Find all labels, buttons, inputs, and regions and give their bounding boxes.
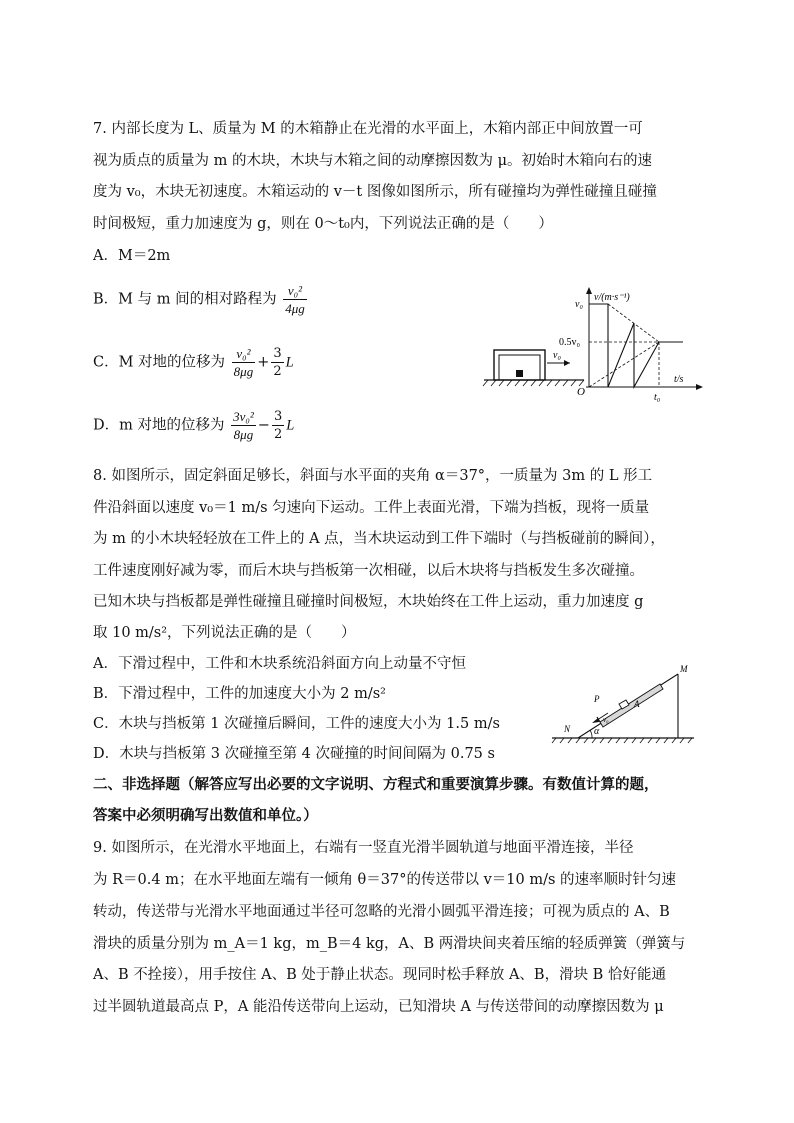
section-2-heading-line-2: 答案中必须明确写出数值和单位。） <box>93 807 318 824</box>
point-p-label: P <box>594 694 600 704</box>
velocity-label: v₀ <box>603 716 609 724</box>
t-axis-label: t/s <box>674 374 684 385</box>
plus-sign: + <box>257 354 270 371</box>
q9-line-3: 转动，传送带与光滑水平地面通过半径可忽略的光滑小圆弧平滑连接；可视为质点的 A、B <box>93 904 670 920</box>
fraction-numerator: v₀² <box>283 282 307 300</box>
ground-hatching <box>552 738 692 743</box>
q8-line-3: 为 m 的小木块轻轻放在工件上的 A 点，当木块运动到工件下端时（与挡板碰前的瞬间）， <box>93 531 665 547</box>
fraction-denominator: 8μg <box>233 364 254 379</box>
fraction-denominator: 4μg <box>285 301 305 316</box>
q7-option-d-fraction-2 <box>272 408 284 443</box>
q9-line-5: A、B 不拴接），用手按住 A、B 处于静止状态。现同时松手释放 A、B，滑块 B 恰好能通 <box>93 967 666 983</box>
q7-line-2: 视为质点的质量为 m 的木块，木块与木箱之间的动摩擦因数为 μ。初始时木箱向右的速 <box>93 153 652 169</box>
q8-option-b: B．下滑过程中，工件的加速度大小为 2 m/s² <box>93 686 386 702</box>
t0-tick-label: t₀ <box>654 392 661 403</box>
q8-line-6: 取 10 m/s²，下列说法正确的是（ ） <box>93 625 356 641</box>
ground-hatching <box>483 380 584 386</box>
box-velocity-line <box>589 304 683 387</box>
q7-line-1: 7. 内部长度为 L、质量为 M 的木箱静止在光滑的水平面上，木箱内部正中间放置一可 <box>93 121 643 137</box>
q9-line-1: 9. 如图所示，在光滑水平地面上，右端有一竖直光滑半圆轨道与地面平滑连接，半径 <box>93 840 634 856</box>
point-n-label: N <box>564 724 571 734</box>
fraction-numerator: 3v₀² <box>233 409 254 424</box>
q7-line-4: 时间极短，重力加速度为 g，则在 0～t₀内，下列说法正确的是（ ） <box>93 216 553 232</box>
angle-arc <box>590 730 592 738</box>
fraction-numerator: 3 <box>273 409 283 424</box>
variable-L: L <box>285 354 294 371</box>
q7-option-b-fraction <box>283 282 307 317</box>
q7-option-b <box>93 282 309 317</box>
q8-line-5: 已知木块与挡板都是弹性碰撞且碰撞时间极短，木块始终在工件上运动，重力加速度 g <box>93 594 644 610</box>
v-axis-arrowhead <box>586 287 592 294</box>
q7-option-b-text: B．M 与 m 间的相对路程为 <box>93 291 277 308</box>
q8-line-2: 件沿斜面以速度 v₀＝1 m/s 匀速向下运动。工件上表面光滑，下端为挡板，现将一质量 <box>93 500 650 516</box>
fraction-numerator: 3 <box>273 346 282 361</box>
fraction-denominator: 8μg <box>233 427 254 442</box>
fraction-numerator: v₀² <box>232 345 256 363</box>
q8-line-1: 8. 如图所示，固定斜面足够长，斜面与水平面的夹角 α＝37°，一质量为 3m 的 L 形工 <box>93 468 653 484</box>
q8-line-4: 工件速度刚好减为零，而后木块与挡板第一次相碰，以后木块将与挡板发生多次碰撞。 <box>93 563 644 579</box>
q9-line-6: 过半圆轨道最高点 P，A 能沿传送带向上运动，已知滑块 A 与传送带间的动摩擦因数为 μ <box>93 999 664 1015</box>
q7-figure <box>478 283 708 408</box>
t-axis-arrowhead <box>696 384 703 390</box>
fraction-denominator: 2 <box>273 427 283 442</box>
angle-label: α <box>594 726 600 737</box>
origin-label: O <box>577 386 585 398</box>
l-shaped-workpiece <box>600 684 663 727</box>
q7-option-c-fraction-2 <box>271 345 283 380</box>
fraction-denominator: 2 <box>273 364 282 379</box>
q7-option-a: A．M＝2m <box>93 248 171 264</box>
small-block <box>516 370 523 377</box>
q8-option-a: A．下滑过程中，工件和木块系统沿斜面方向上动量不守恒 <box>93 656 466 672</box>
q9-line-2: 为 R＝0.4 m；在水平地面左端有一倾角 θ＝37°的传送带以 v＝10 m/s 的速率顺时针匀速 <box>93 872 677 888</box>
minus-sign: − <box>257 417 270 434</box>
half-v0-tick-label: 0.5v₀ <box>559 337 580 348</box>
q7-option-d-fraction-1 <box>231 408 256 443</box>
q7-option-c <box>93 345 294 380</box>
q9-line-4: 滑块的质量分别为 m_A＝1 kg，m_B＝4 kg，A、B 两滑块间夹着压缩的轻质弹簧（弹簧与 <box>93 936 686 952</box>
v0-tick-label: v₀ <box>575 299 583 310</box>
q8-option-d: D．木块与挡板第 3 次碰撞至第 4 次碰撞的时间间隔为 0.75 s <box>93 746 495 762</box>
v-axis-label: v/(m·s⁻¹) <box>594 292 630 303</box>
q7-option-d-text: D．m 对地的位移为 <box>93 417 225 434</box>
section-2-heading-line-1: 二、非选择题（解答应写出必要的文字说明、方程式和重要演算步骤。有数值计算的题， <box>93 776 659 793</box>
q7-line-3: 度为 v₀，木块无初速度。木箱运动的 v－t 图像如图所示，所有碰撞均为弹性碰撞且碰撞 <box>93 184 657 200</box>
velocity-arrowhead <box>592 718 599 723</box>
velocity-arrowhead <box>564 360 570 366</box>
dashed-guides <box>589 304 659 387</box>
point-a-label: A <box>634 699 640 709</box>
box-velocity-label: v₀ <box>553 350 561 361</box>
q7-option-c-text: C．M 对地的位移为 <box>93 354 226 371</box>
variable-L: L <box>286 417 295 434</box>
q7-option-d <box>93 408 294 443</box>
point-m-label: M <box>680 664 688 674</box>
q7-option-c-fraction-1 <box>232 345 256 380</box>
q8-figure <box>548 660 698 746</box>
q8-option-c: C．木块与挡板第 1 次碰撞后瞬间，工件的速度大小为 1.5 m/s <box>93 716 500 732</box>
